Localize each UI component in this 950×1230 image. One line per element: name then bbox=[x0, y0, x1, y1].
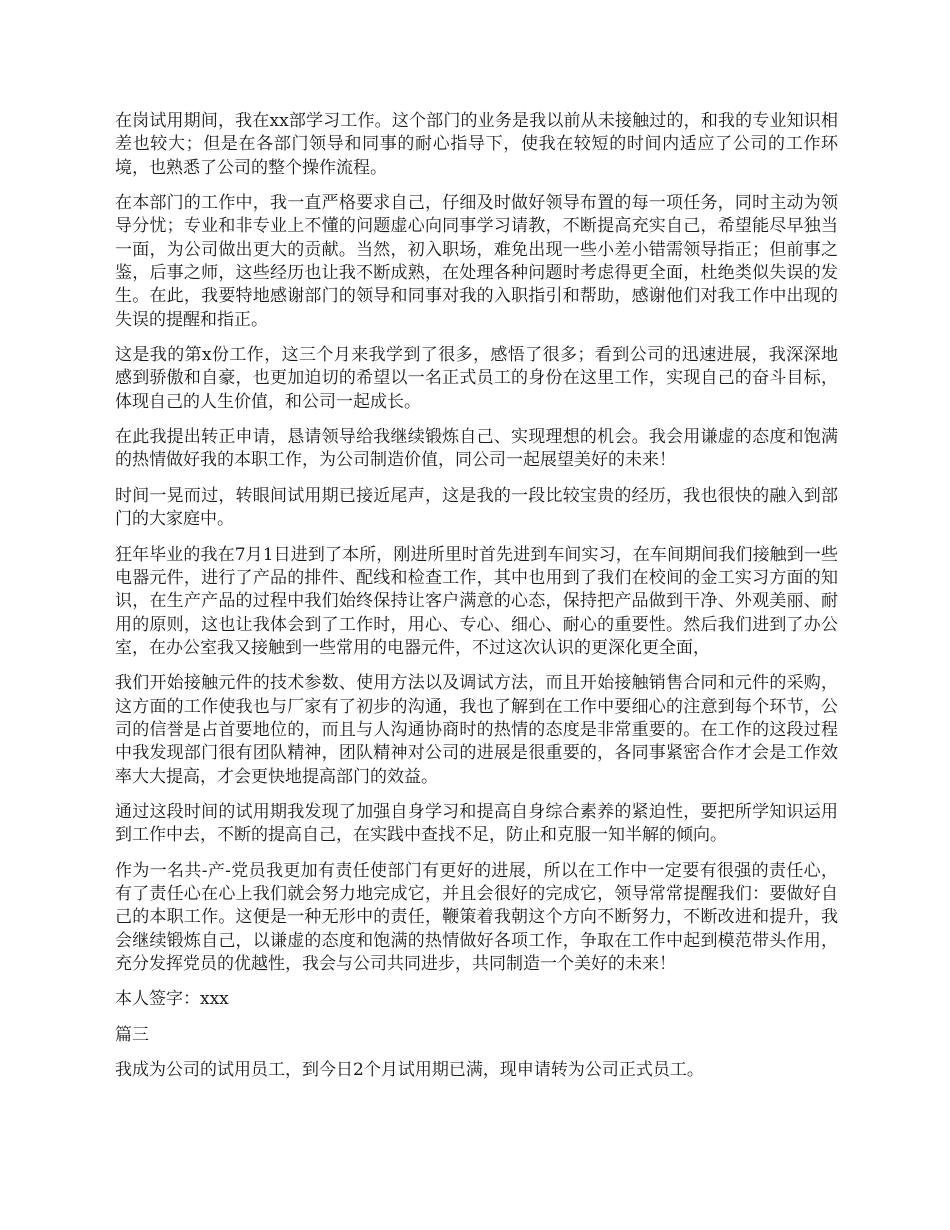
paragraph-8: 通过这段时间的试用期我发现了加强自身学习和提高自身综合素养的紧迫性，要把所学知识运用到工作中去，不断的提高自己，在实践中查找不足，防止和克服一知半解的倾向。 bbox=[115, 802, 838, 846]
paragraph-7: 我们开始接触元件的技术参数、使用方法以及调试方法，而且开始接触销售合同和元件的采购，这方面的工作使我也与厂家有了初步的沟通，我也了解到在工作中要细心的注意到每个环节，公司的信誉是占首要地位的，而且与人沟通协商时的热情的态度是非常重要的。在工作的这段过程中我发现部门很有团队精神，团队精神对公司的进展是很重要的，各同事紧密合作才会是工作效率大大提高，才会更快地提高部门的效益。 bbox=[115, 673, 838, 787]
paragraph-10: 我成为公司的试用员工，到今日2个月试用期已满，现申请转为公司正式员工。 bbox=[115, 1060, 704, 1081]
paragraph-1: 在岗试用期间，我在xx部学习工作。这个部门的业务是我以前从未接触过的，和我的专业知识相差也较大；但是在各部门领导和同事的耐心指导下，使我在较短的时间内适应了公司的工作环境，也熟悉了公司的整个操作流程。 bbox=[115, 111, 838, 178]
section-heading: 篇三 bbox=[115, 1024, 149, 1045]
document-body bbox=[115, 110, 838, 1095]
paragraph-5: 时间一晃而过，转眼间试用期已接近尾声，这是我的一段比较宝贵的经历，我也很快的融入到部门的大家庭中。 bbox=[115, 485, 838, 530]
paragraph-9: 作为一名共-产-党员我更加有责任使部门有更好的进展，所以在工作中一定要有很强的责任心，有了责任心在心上我们就会努力地完成它，并且会很好的完成它，领导常常提醒我们：要做好自己的本职工作。这便是一种无形中的责任，鞭策着我朝这个方向不断努力，不断改进和提升，我会继续锻炼自己，以谦虚的态度和饱满的热情做好各项工作，争取在工作中起到模范带头作用，充分发挥党员的优越性，我会与公司共同进步，共同制造一个美好的未来！ bbox=[115, 860, 838, 974]
paragraph-4: 在此我提出转正申请，恳请领导给我继续锻炼自己、实现理想的机会。我会用谦虚的态度和饱满的热情做好我的本职工作，为公司制造价值，同公司一起展望美好的未来！ bbox=[115, 427, 838, 471]
paragraph-2: 在本部门的工作中，我一直严格要求自己，仔细及时做好领导布置的每一项任务，同时主动为领导分忧；专业和非专业上不懂的问题虚心向同事学习请教，不断提高充实自己，希望能尽早独当一面，为公司做出更大的贡献。当然，初入职场，难免出现一些小差小错需领导指正；但前事之鉴，后事之师，这些经历也让我不断成熟，在处理各种问题时考虑得更全面，杜绝类似失误的发生。在此，我要特地感谢部门的领导和同事对我的入职指引和帮助，感谢他们对我工作中出现的失误的提醒和指正。 bbox=[115, 193, 838, 330]
paragraph-3: 这是我的第x份工作，这三个月来我学到了很多，感悟了很多；看到公司的迅速进展，我深深地感到骄傲和自豪，也更加迫切的希望以一名正式员工的身份在这里工作，实现自己的奋斗目标，体现自己的人生价值，和公司一起成长。 bbox=[115, 345, 838, 412]
signature-line: 本人签字：xxx bbox=[115, 989, 229, 1010]
paragraph-6: 狂年毕业的我在7月1日进到了本所，刚进所里时首先进到车间实习，在车间期间我们接触到一些电器元件，进行了产品的排件、配线和检查工作，其中也用到了我们在校间的金工实习方面的知识，在生产产品的过程中我们始终保持让客户满意的心态，保持把产品做到干净、外观美丽、耐用的原则，这也让我体会到了工作时，用心、专心、细心、耐心的重要性。然后我们进到了办公室，在办公室我又接触到一些常用的电器元件，不过这次认识的更深化更全面， bbox=[115, 544, 838, 658]
